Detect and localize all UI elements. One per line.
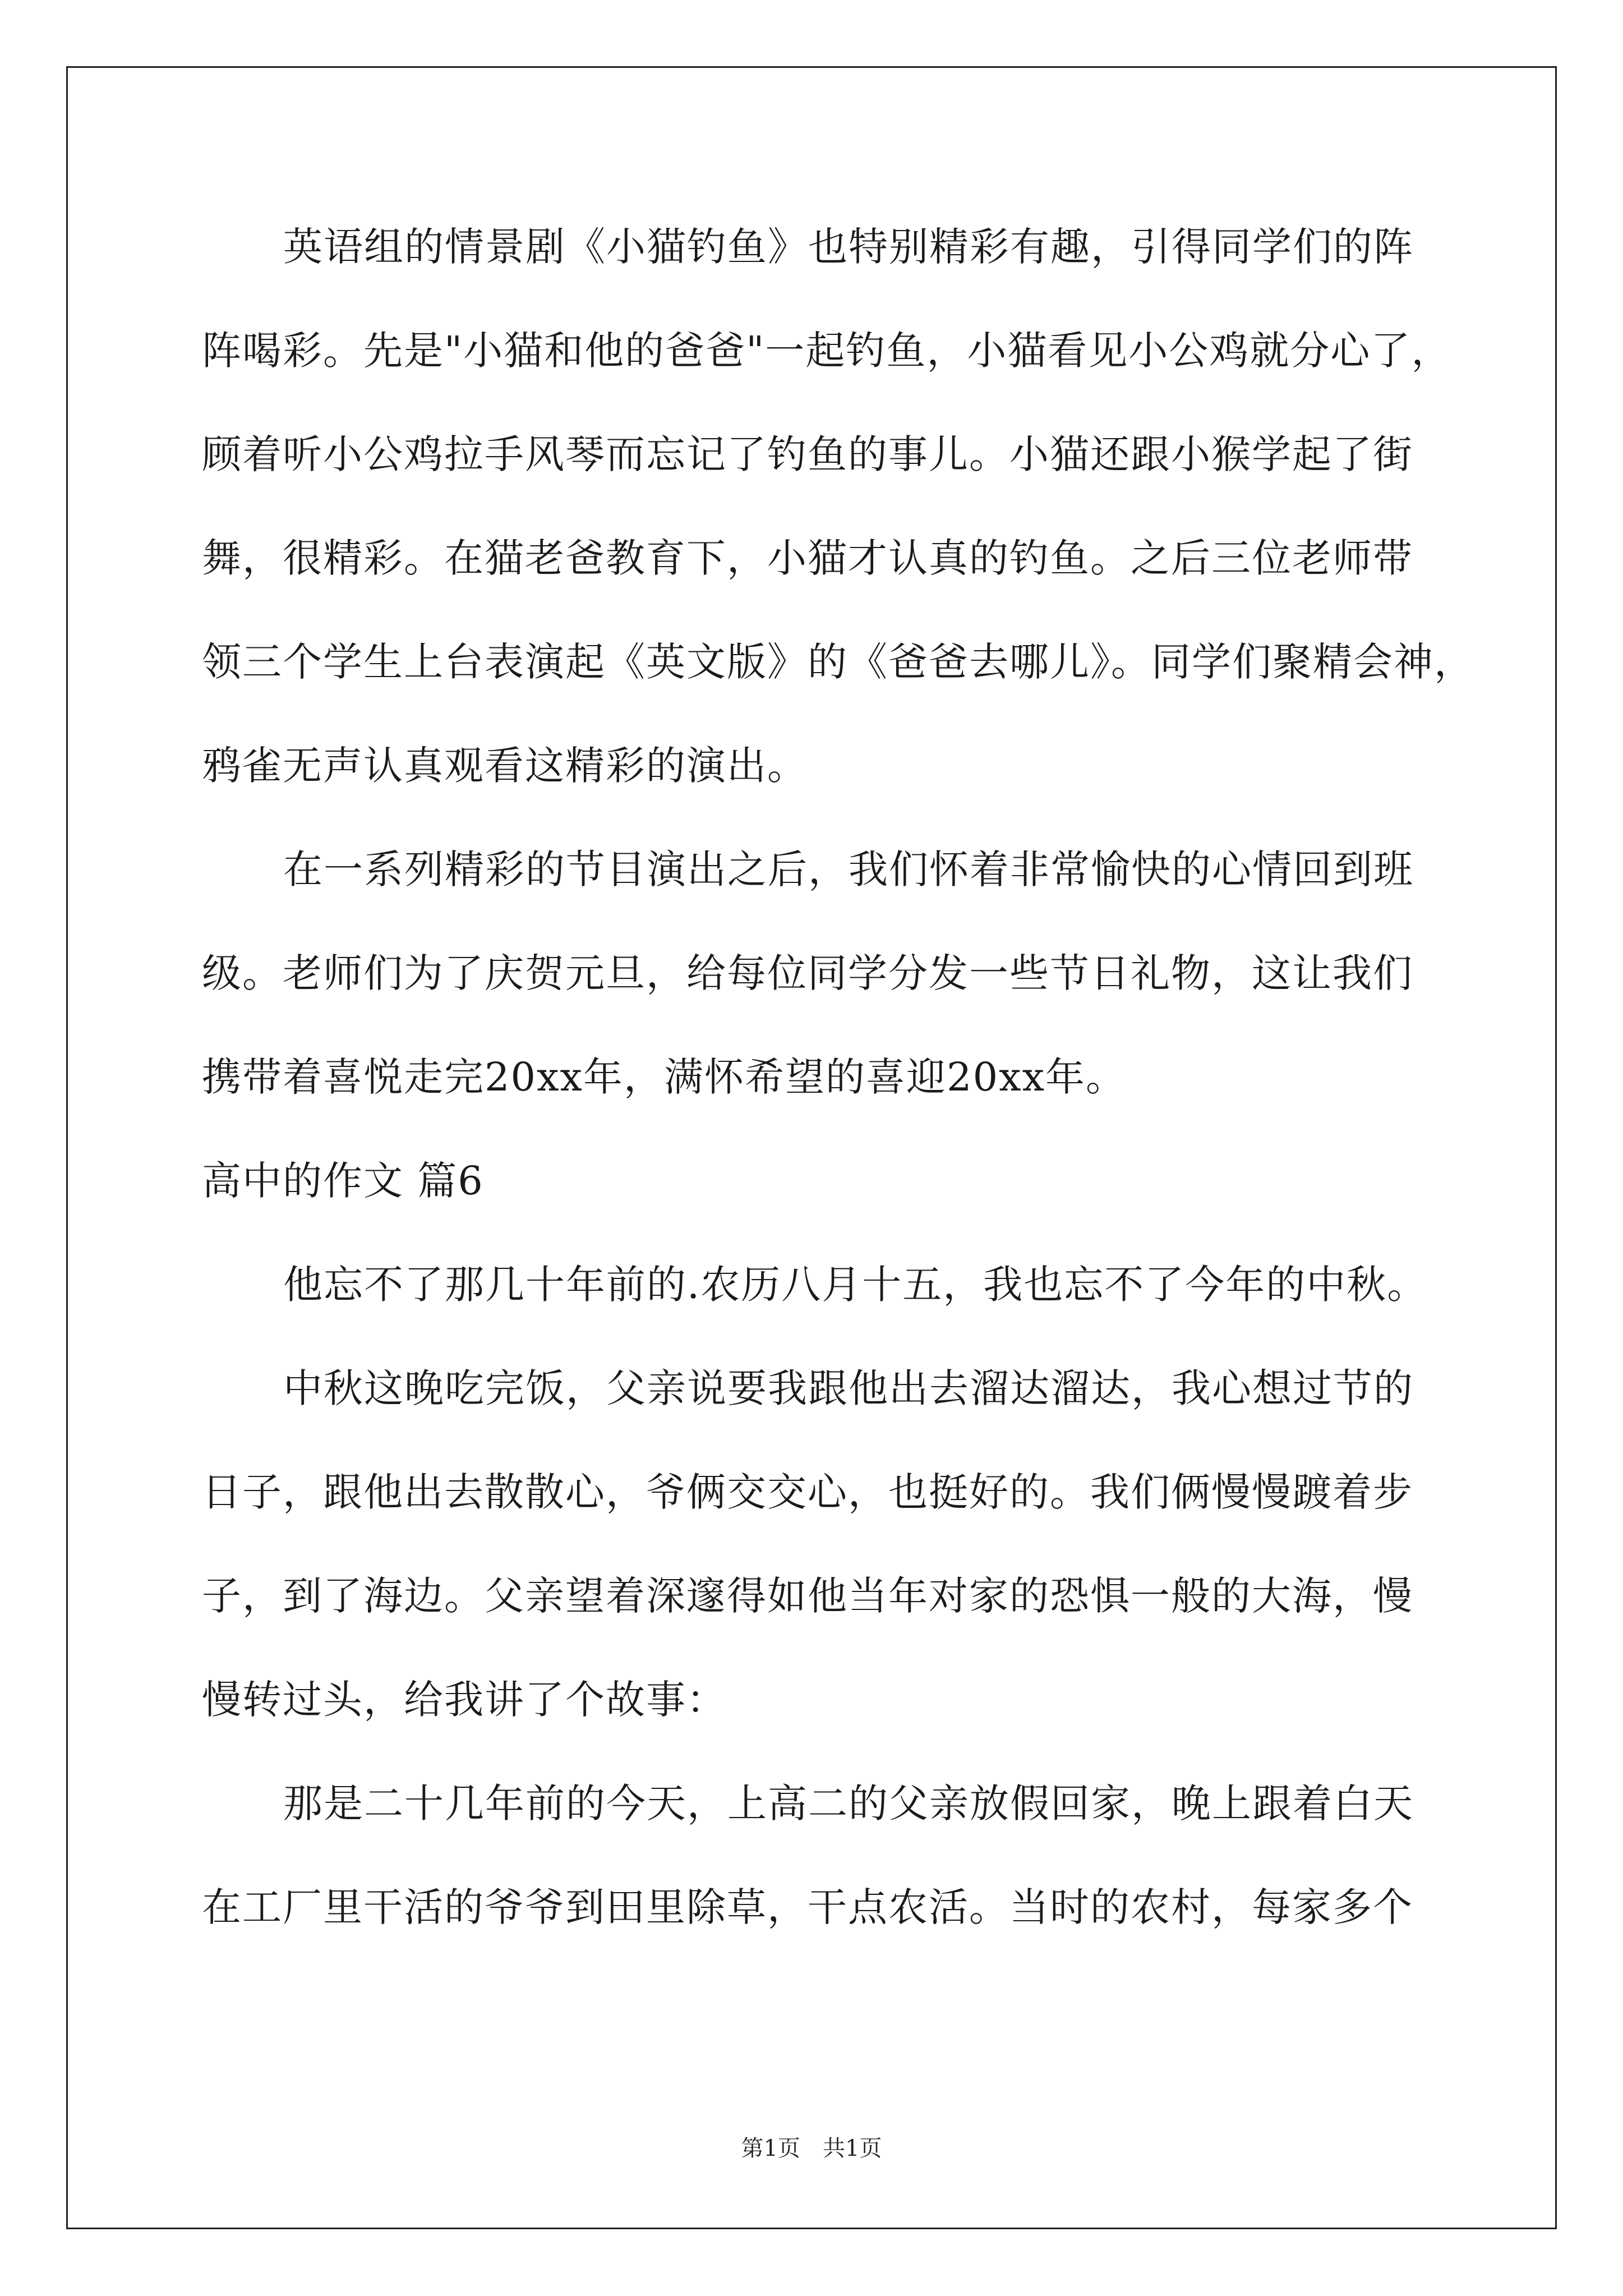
text-line: 中秋这晚吃完饭，父亲说要我跟他出去溜达溜达，我心想过节的 [283, 1365, 1414, 1411]
text-line: 领三个学生上台表演起《英文版》的《爸爸去哪儿》。同学们聚精会神， [202, 639, 1474, 685]
text-line: 在一系列精彩的节目演出之后，我们怀着非常愉快的心情回到班 [283, 846, 1414, 892]
text-line: 顾着听小公鸡拉手风琴而忘记了钓鱼的事儿。小猫还跟小猴学起了街 [202, 431, 1413, 477]
text-line: 舞，很精彩。在猫老爸教育下，小猫才认真的钓鱼。之后三位老师带 [202, 535, 1413, 581]
text-line: 英语组的情景剧《小猫钓鱼》也特别精彩有趣，引得同学们的阵 [283, 224, 1414, 270]
text-line: 他忘不了那几十年前的.农历八月十五，我也忘不了今年的中秋。 [283, 1262, 1428, 1308]
text-line: 日子，跟他出去散散心，爷俩交交心，也挺好的。我们俩慢慢踱着步 [202, 1469, 1413, 1515]
text-line: 那是二十几年前的今天，上高二的父亲放假回家，晚上跟着白天 [283, 1780, 1414, 1826]
page-number-footer: 第1页 共1页 [741, 2136, 882, 2161]
text-line: 级。老师们为了庆贺元旦，给每位同学分发一些节日礼物，这让我们 [202, 950, 1413, 996]
text-line: 慢转过头，给我讲了个故事： [202, 1677, 727, 1723]
text-line: 携带着喜悦走完20xx年，满怀希望的喜迎20xx年。 [202, 1054, 1127, 1100]
text-line: 子，到了海边。父亲望着深邃得如他当年对家的恐惧一般的大海，慢 [202, 1573, 1413, 1619]
text-line: 鸦雀无声认真观看这精彩的演出。 [202, 743, 808, 789]
text-line: 阵喝彩。先是"小猫和他的爸爸"一起钓鱼，小猫看见小公鸡就分心了， [202, 328, 1452, 374]
text-line: 在工厂里干活的爷爷到田里除草，干点农活。当时的农村，每家多个 [202, 1884, 1413, 1930]
section-heading: 高中的作文 篇6 [202, 1158, 484, 1204]
